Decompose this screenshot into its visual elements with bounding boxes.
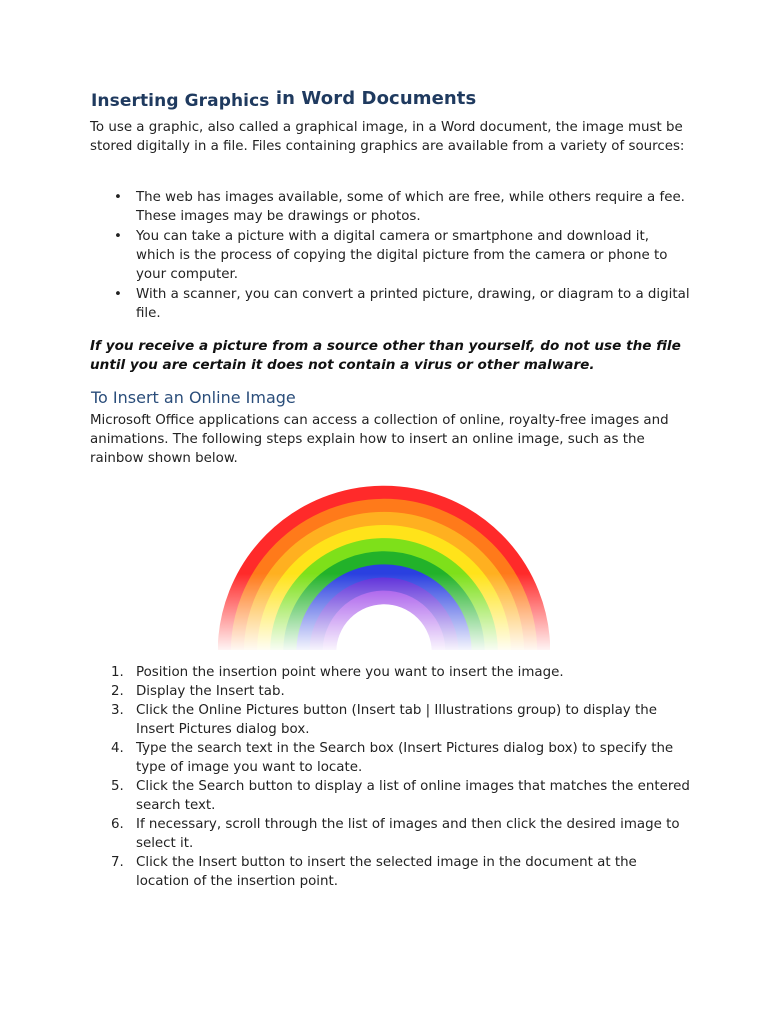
list-item-text: The web has images available, some of which are free, while others require a fee. These images may be drawings or photos. <box>136 190 685 224</box>
step-number: 7. <box>111 855 124 870</box>
step-number: 6. <box>111 817 124 832</box>
list-item <box>90 853 690 891</box>
rainbow-image <box>218 480 550 650</box>
list-item <box>90 663 690 682</box>
step-number: 2. <box>111 684 124 699</box>
steps-list <box>90 663 690 891</box>
bullet-icon: • <box>114 229 122 244</box>
warning-paragraph: If you receive a picture from a source other than yourself, do not use the file until you are certain it does not contain a virus or other malware. <box>90 338 681 373</box>
step-text: If necessary, scroll through the list of images and then click the desired image to select it. <box>136 817 680 851</box>
sources-list <box>90 188 690 324</box>
title-part-1: Inserting Graphics <box>91 91 270 111</box>
step-text: Type the search text in the Search box (Insert Pictures dialog box) to specify the type of image you want to locate. <box>136 741 674 775</box>
list-item <box>90 188 690 226</box>
intro-paragraph: To use a graphic, also called a graphical image, in a Word document, the image must be stored digitally in a file. Files containing graphics are available from a variety of sources: <box>90 120 685 154</box>
list-item <box>90 701 690 739</box>
bullet-icon: • <box>114 287 122 302</box>
step-text: Click the Online Pictures button (Insert tab | Illustrations group) to display the Insert Pictures dialog box. <box>136 703 657 737</box>
list-item <box>90 777 690 815</box>
list-item <box>90 815 690 853</box>
section-heading: To Insert an Online Image <box>91 388 296 407</box>
step-number: 5. <box>111 779 124 794</box>
step-text: Position the insertion point where you want to insert the image. <box>136 665 564 680</box>
step-number: 1. <box>111 665 124 680</box>
step-text: Click the Insert button to insert the selected image in the document at the location of the insertion point. <box>136 855 637 889</box>
section-paragraph: Microsoft Office applications can access a collection of online, royalty-free images and animations. The following steps explain how to insert an online image, such as the rainbow shown below. <box>90 413 669 466</box>
bullet-icon: • <box>114 190 122 205</box>
title-part-2: in Word Documents <box>269 88 477 109</box>
rainbow-fade <box>218 480 550 650</box>
list-item <box>90 285 690 323</box>
step-number: 3. <box>111 703 124 718</box>
step-text: Click the Search button to display a list of online images that matches the entered search text. <box>136 779 690 813</box>
step-text: Display the Insert tab. <box>136 684 285 699</box>
step-number: 4. <box>111 741 124 756</box>
list-item <box>90 227 690 284</box>
list-item-text: With a scanner, you can convert a printed picture, drawing, or diagram to a digital file. <box>136 287 690 321</box>
document-title <box>91 90 476 111</box>
list-item-text: You can take a picture with a digital camera or smartphone and download it, which is the process of copying the digital picture from the camera or phone to your computer. <box>136 229 668 282</box>
list-item <box>90 682 690 701</box>
list-item <box>90 739 690 777</box>
